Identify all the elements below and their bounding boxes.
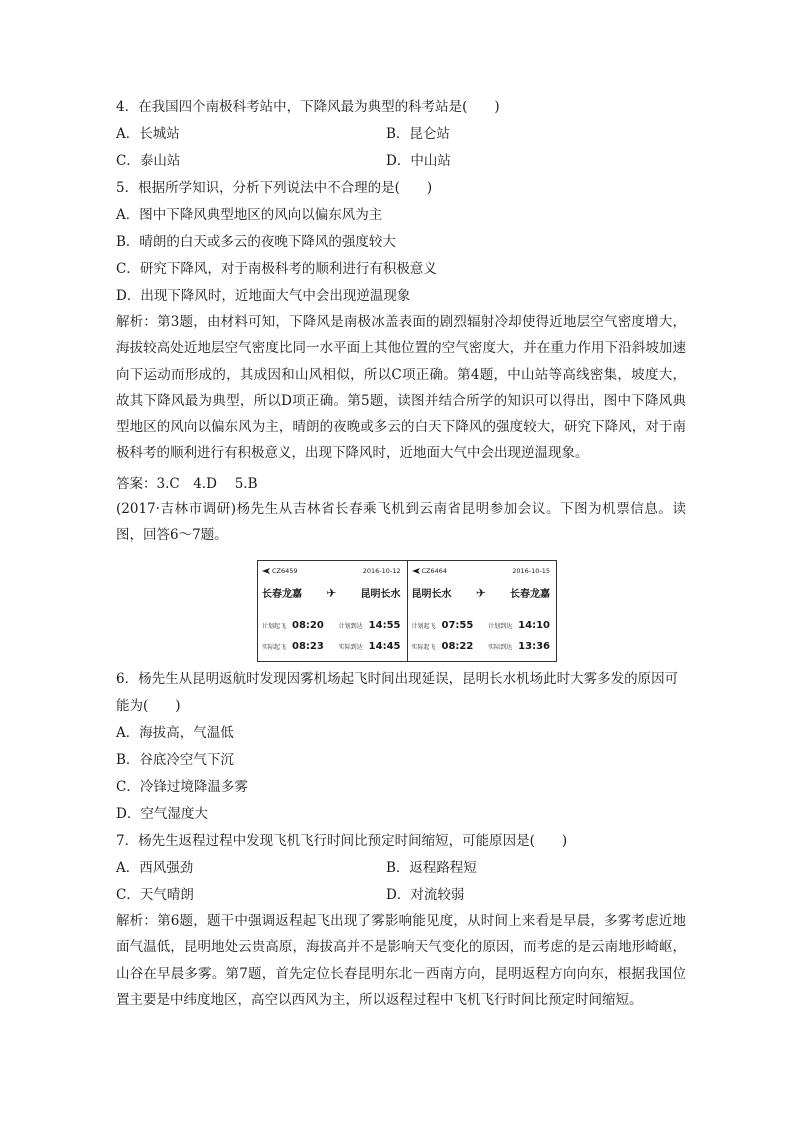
- planned-arrival-time: 14:55: [368, 620, 401, 631]
- planned-departure-label: 计划起飞: [262, 623, 287, 630]
- analysis-q3-q5: 解析：第3题，由材料可知，下降风是南极冰盖表面的剧烈辐射冷却使得近地层空气密度增大，海拔较高处近地层空气密度比同一水平面上其他位置的空气密度大，并在重力作用下沿斜坡加速向下运动而形成的，其成因和山风相似，所以C项正确。第4题，中山站等高线密集，坡度大，故其下降风最为典型，所以D项正确。第5题，读图并结合所学的知识可以得出，图中下降风典型地区的风向以偏东风为主，晴朗的夜晚或多云的白天下降风的强度较大，研究下降风，对于南极科考的顺利进行有积极意义，出现下降风时，近地面大气中会出现逆温现象。: [116, 314, 686, 462]
- actual-arrival-time: 14:45: [368, 641, 401, 652]
- ticket-leg-return: [407, 561, 557, 661]
- q7-option-c: C．天气晴朗: [116, 887, 194, 903]
- actual-departure-label: 实际起飞: [411, 644, 436, 651]
- flight-date: 2016-10-12: [362, 567, 401, 575]
- q6-stem-line1: 6．杨先生从昆明返航时发现因雾机场起飞时间出现延误，昆明长水机场此时大雾多发的原因可: [116, 671, 679, 687]
- planned-arrival-label: 计划到达: [338, 623, 363, 630]
- flight-ticket-figure: [257, 560, 557, 662]
- plane-icon: ✈: [475, 585, 486, 600]
- q5-option-a: A．图中下降风典型地区的风向以偏东风为主: [116, 207, 383, 223]
- q5-stem: 5．根据所学知识，分析下列说法中不合理的是( ): [116, 180, 433, 196]
- planned-arrival-label: 计划到达: [488, 623, 513, 630]
- q7-option-b: B．返程路程短: [386, 860, 477, 876]
- airline-logo-icon: [262, 568, 270, 574]
- answer-q3-q5: 答案：3.C 4.D 5.B: [116, 476, 258, 492]
- planned-departure-time: 07:55: [441, 620, 474, 631]
- q6-option-a: A．海拔高，气温低: [116, 725, 234, 741]
- arrival-airport: 昆明长水: [360, 589, 401, 600]
- q4-option-a: A．长城站: [116, 126, 180, 142]
- flight-number: CZ6459: [272, 567, 298, 575]
- q6-stem-line2: 能为( ): [116, 698, 181, 714]
- plane-icon: ✈: [326, 585, 337, 600]
- airline-logo-icon: [412, 568, 420, 574]
- q4-stem: 4．在我国四个南极科考站中，下降风最为典型的科考站是( ): [116, 99, 500, 115]
- q5-option-b: B．晴朗的白天或多云的夜晚下降风的强度较大: [116, 234, 396, 250]
- analysis-q6-q7: 解析：第6题，题干中强调返程起飞出现了雾影响能见度，从时间上来看是早晨，多雾考虑近地面气温低，昆明地处云贵高原，海拔高并不是影响天气变化的原因，而考虑的是云南地形崎岖，山谷在早晨多雾。第7题，首先定位长春昆明东北－西南方向，昆明返程方向向东，根据我国位置主要是中纬度地区，高空以西风为主，所以返程过程中飞机飞行时间比预定时间缩短。: [116, 913, 686, 1008]
- q5-option-c: C．研究下降风，对于南极科考的顺利进行有积极意义: [116, 261, 437, 277]
- q6-option-d: D．空气湿度大: [116, 806, 208, 822]
- actual-arrival-label: 实际到达: [488, 644, 513, 651]
- q6-option-c: C．冷锋过境降温多雾: [116, 779, 248, 795]
- flight-date: 2016-10-15: [512, 567, 550, 575]
- flight-number: CZ6464: [421, 567, 448, 575]
- q5-option-d: D．出现下降风时，近地面大气中会出现逆温现象: [116, 288, 411, 304]
- q4-option-c: C．泰山站: [116, 153, 181, 169]
- q7-option-a: A．西风强劲: [116, 860, 194, 876]
- planned-arrival-time: 14:10: [518, 620, 550, 631]
- planned-departure-time: 08:20: [292, 620, 324, 631]
- q7-stem: 7．杨先生返程过程中发现飞机飞行时间比预定时间缩短，可能原因是( ): [116, 833, 568, 849]
- q7-option-d: D．对流较弱: [386, 887, 465, 903]
- actual-departure-time: 08:23: [292, 641, 324, 652]
- actual-arrival-label: 实际到达: [338, 644, 363, 651]
- q4-option-b: B．昆仑站: [386, 126, 450, 142]
- actual-departure-time: 08:22: [441, 641, 474, 652]
- intro-q6-q7: (2017·吉林市调研)杨先生从吉林省长春乘飞机到云南省昆明参加会议。下图为机票信息。读图，回答6～7题。: [116, 501, 686, 544]
- departure-airport: 长春龙嘉: [262, 589, 302, 600]
- ticket-leg-outbound: [258, 561, 407, 661]
- actual-arrival-time: 13:36: [518, 641, 550, 652]
- arrival-airport: 长春龙嘉: [510, 589, 550, 600]
- q4-option-d: D．中山站: [386, 153, 451, 169]
- actual-departure-label: 实际起飞: [262, 644, 287, 651]
- planned-departure-label: 计划起飞: [411, 623, 436, 630]
- departure-airport: 昆明长水: [411, 589, 452, 600]
- q6-option-b: B．谷底冷空气下沉: [116, 752, 234, 768]
